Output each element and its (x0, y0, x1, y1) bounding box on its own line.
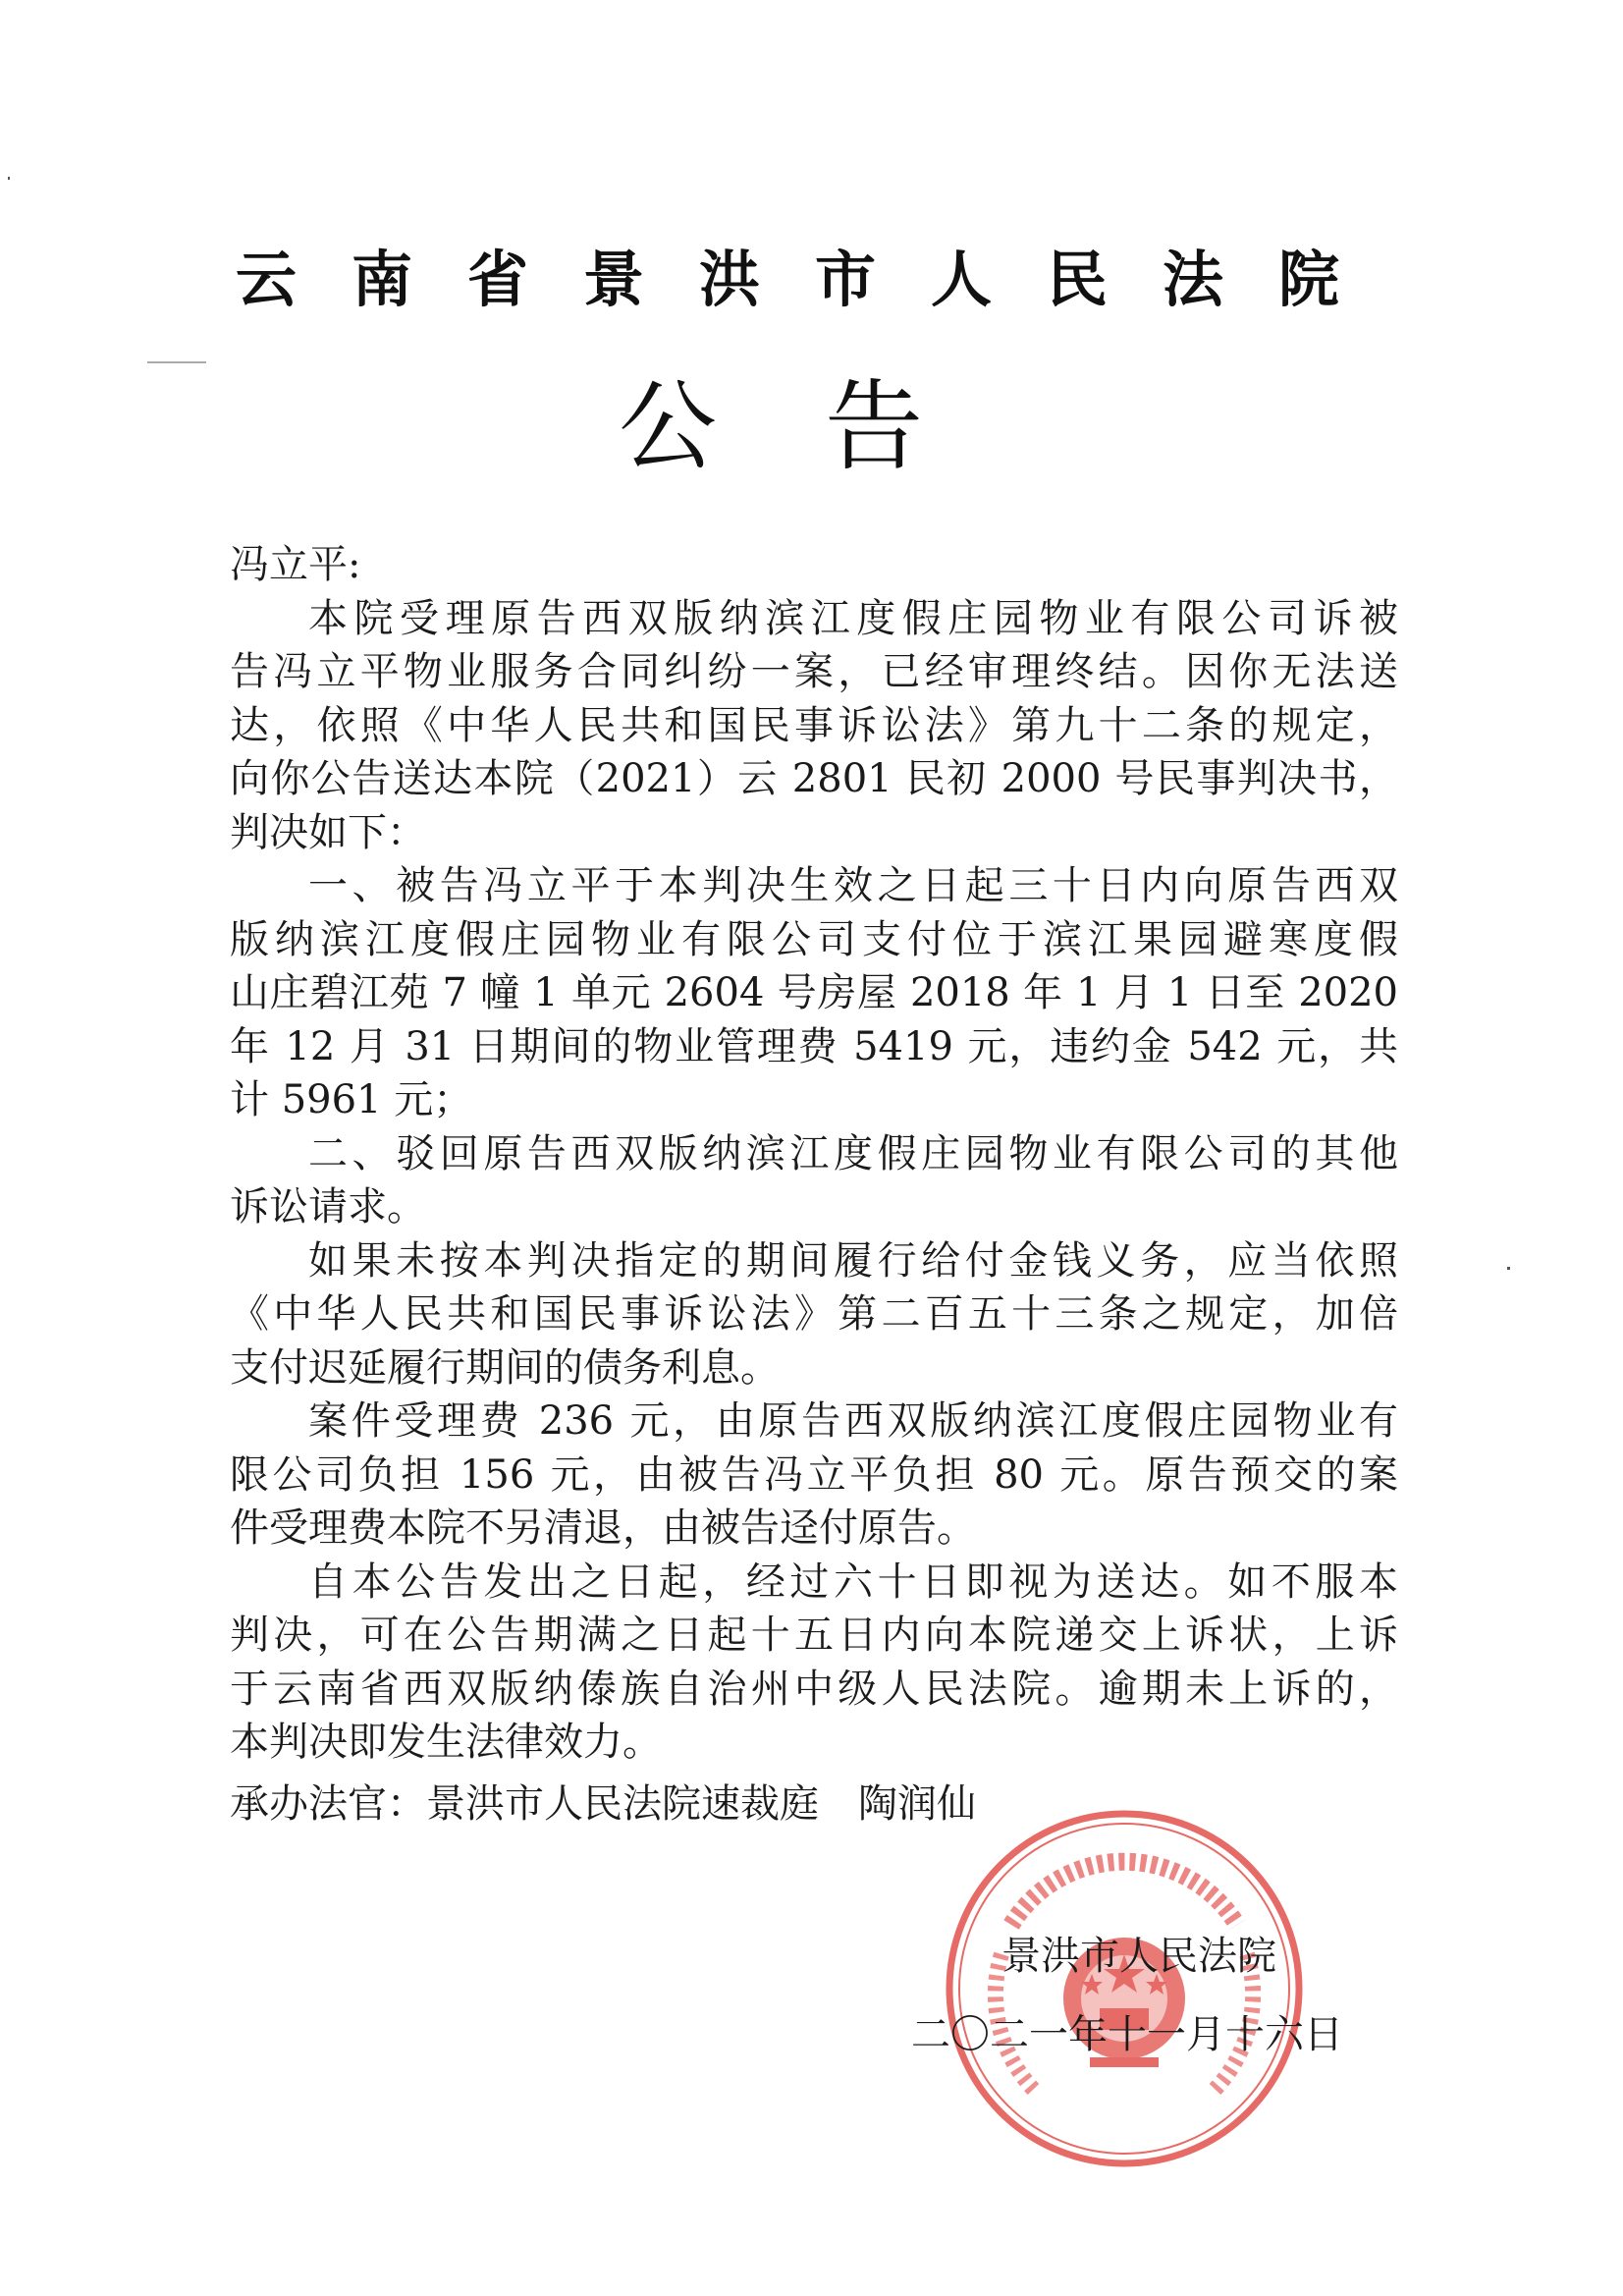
body-line: 告冯立平物业服务合同纠纷一案，已经审理终结。因你无法送 (230, 649, 1398, 694)
body-line: 山庄碧江苑 7 幢 1 单元 2604 号房屋 2018 年 1 月 1 日至 2020 (230, 970, 1398, 1015)
addressee: 冯立平: (230, 542, 361, 587)
notice-body (230, 538, 1398, 1770)
body-line: 本判决即发生法律效力。 (230, 1720, 662, 1765)
scan-artifact (147, 361, 206, 363)
body-line: 案件受理费 236 元，由原告西双版纳滨江度假庄园物业有 (308, 1398, 1398, 1444)
body-line: 二、驳回原告西双版纳滨江度假庄园物业有限公司的其他 (308, 1130, 1398, 1176)
document-title: 公告 (619, 369, 1031, 484)
body-line: 件受理费本院不另清退，由被告迳付原告。 (230, 1505, 976, 1551)
judge-name: 陶润仙 (858, 1781, 976, 1827)
scan-artifact (1507, 1267, 1510, 1270)
body-line: 自本公告发出之日起，经过六十日即视为送达。如不服本 (308, 1558, 1398, 1605)
body-line: 支付迟延履行期间的债务利息。 (230, 1344, 780, 1391)
body-line: 判决，可在公告期满之日起十五日内向本院递交上诉状，上诉 (230, 1613, 1398, 1658)
body-line: 限公司负担 156 元，由被告冯立平负担 80 元。原告预交的案 (230, 1451, 1398, 1498)
judge-label: 承办法官：景洪市人民法院速裁庭 (230, 1781, 819, 1827)
body-line: 本院受理原告西双版纳滨江度假庄园物业有限公司诉被 (308, 595, 1398, 641)
body-line: 年 12 月 31 日期间的物业管理费 5419 元，违约金 542 元，共 (230, 1023, 1398, 1069)
body-line: 计 5961 元； (230, 1077, 473, 1122)
body-line: 诉讼请求。 (230, 1184, 426, 1230)
body-line: 《中华人民共和国民事诉讼法》第二百五十三条之规定，加倍 (230, 1291, 1398, 1337)
body-line: 版纳滨江度假庄园物业有限公司支付位于滨江果园避寒度假 (230, 916, 1398, 962)
issuing-court: 景洪市人民法院 (1001, 1934, 1276, 1979)
body-line: 一、被告冯立平于本判决生效之日起三十日内向原告西双 (308, 863, 1398, 908)
court-seal (943, 1807, 1306, 2170)
court-name: 云南省景洪市人民法院 (236, 244, 1395, 315)
scan-artifact (8, 177, 10, 180)
body-line: 于云南省西双版纳傣族自治州中级人民法院。逾期未上诉的， (230, 1666, 1398, 1712)
body-line: 达，依照《中华人民共和国民事诉讼法》第九十二条的规定， (230, 702, 1398, 748)
body-line: 如果未按本判决指定的期间履行给付金钱义务，应当依照 (308, 1237, 1398, 1284)
body-line: 判决如下： (230, 809, 426, 855)
body-line: 向你公告送达本院（2021）云 2801 民初 2000 号民事判决书， (230, 756, 1398, 801)
issue-date: 二〇二一年十一月十六日 (911, 2012, 1343, 2057)
judge-signature-line (230, 1777, 976, 1831)
